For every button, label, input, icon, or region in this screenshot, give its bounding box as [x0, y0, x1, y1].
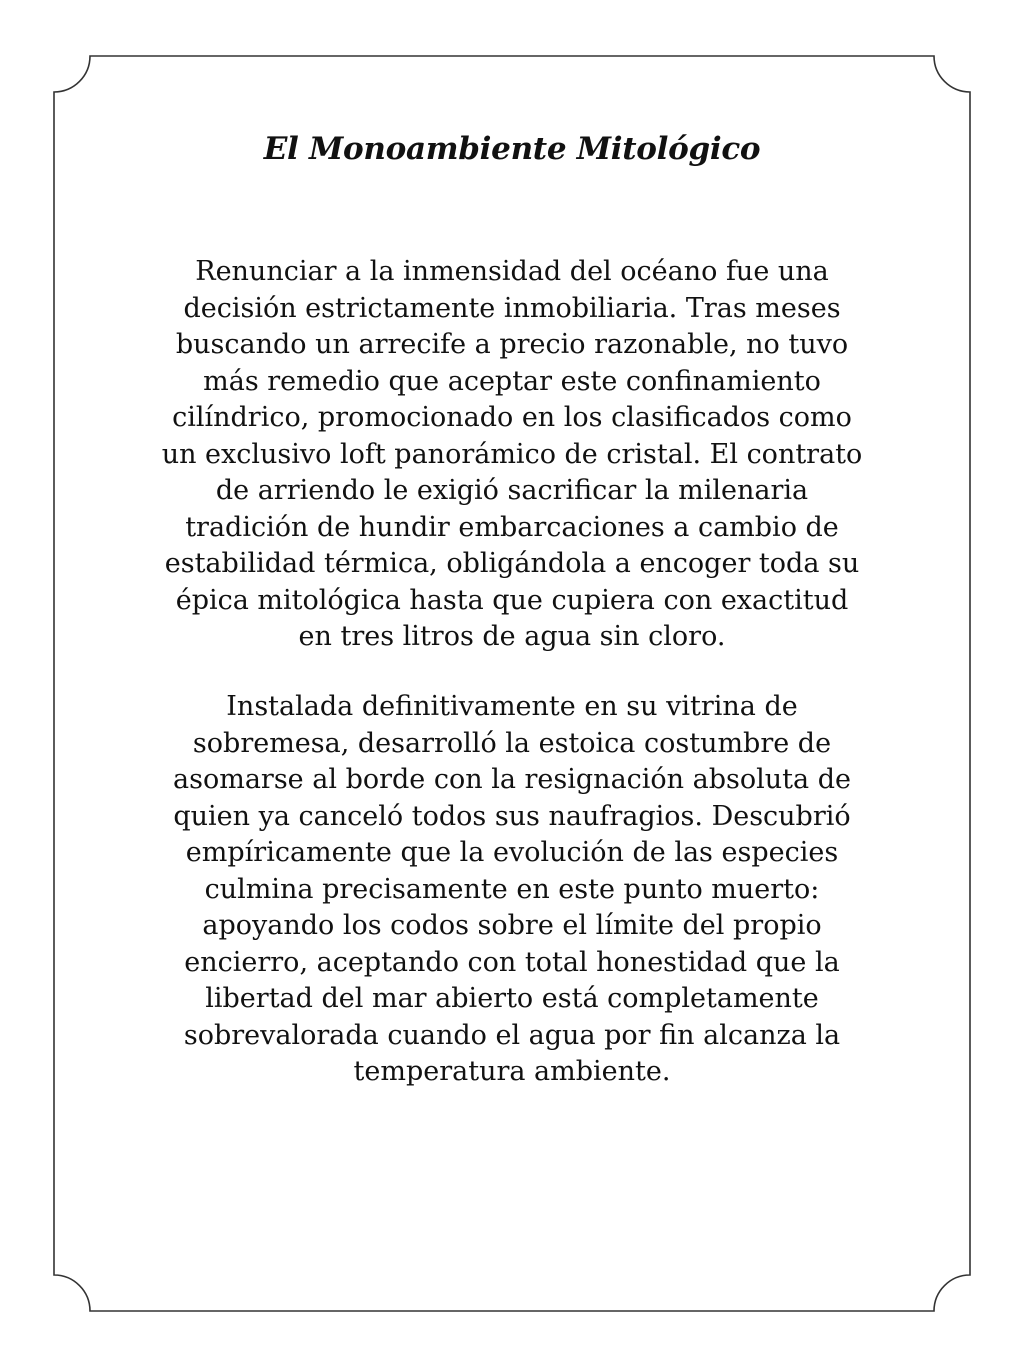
text-line: estabilidad térmica, obligándola a encoger toda su — [164, 548, 860, 579]
paragraph-1 — [100, 254, 924, 656]
text-line: asomarse al borde con la resignación absoluta de — [173, 764, 851, 795]
text-line: decisión estrictamente inmobiliaria. Tras meses — [183, 292, 841, 324]
border-path — [54, 56, 970, 1311]
text-line: empíricamente que la evolución de las especies — [185, 837, 839, 868]
text-line: apoyando los codos sobre el límite del propio — [202, 910, 822, 941]
text-line: Renunciar a la inmensidad del océano fue una — [195, 256, 829, 287]
text-line: sobremesa, desarrolló la estoica costumbre de — [192, 727, 832, 759]
text-line: más remedio que aceptar este confinamiento — [203, 365, 821, 397]
text-line: de arriendo le exigió sacrificar la milenaria — [215, 475, 809, 506]
text-line: sobrevalorada cuando el agua por fin alcanza la — [183, 1019, 841, 1051]
text-line: cilíndrico, promocionado en los clasificados como — [172, 402, 852, 433]
text-line: culmina precisamente en este punto muerto: — [204, 873, 820, 905]
paragraph-2 — [100, 689, 924, 1091]
document-title: El Monoambiente Mitológico — [263, 131, 761, 167]
text-line: quien ya canceló todos sus naufragios. Descubrió — [173, 800, 851, 832]
text-line: temperatura ambiente. — [353, 1056, 671, 1087]
text-line: tradición de hundir embarcaciones a cambio de — [185, 511, 839, 543]
text-line: épica mitológica hasta que cupiera con exactitud — [175, 584, 849, 616]
text-line: un exclusivo loft panorámico de cristal. El contrato — [161, 438, 863, 470]
text-line: buscando un arrecife a precio razonable, no tuvo — [175, 329, 849, 360]
text-line: encierro, aceptando con total honestidad que la — [184, 946, 840, 978]
text-line: en tres litros de agua sin cloro. — [298, 621, 726, 652]
text-line: Instalada definitivamente en su vitrina de — [226, 691, 798, 722]
text-line: libertad del mar abierto está completamente — [205, 983, 819, 1014]
